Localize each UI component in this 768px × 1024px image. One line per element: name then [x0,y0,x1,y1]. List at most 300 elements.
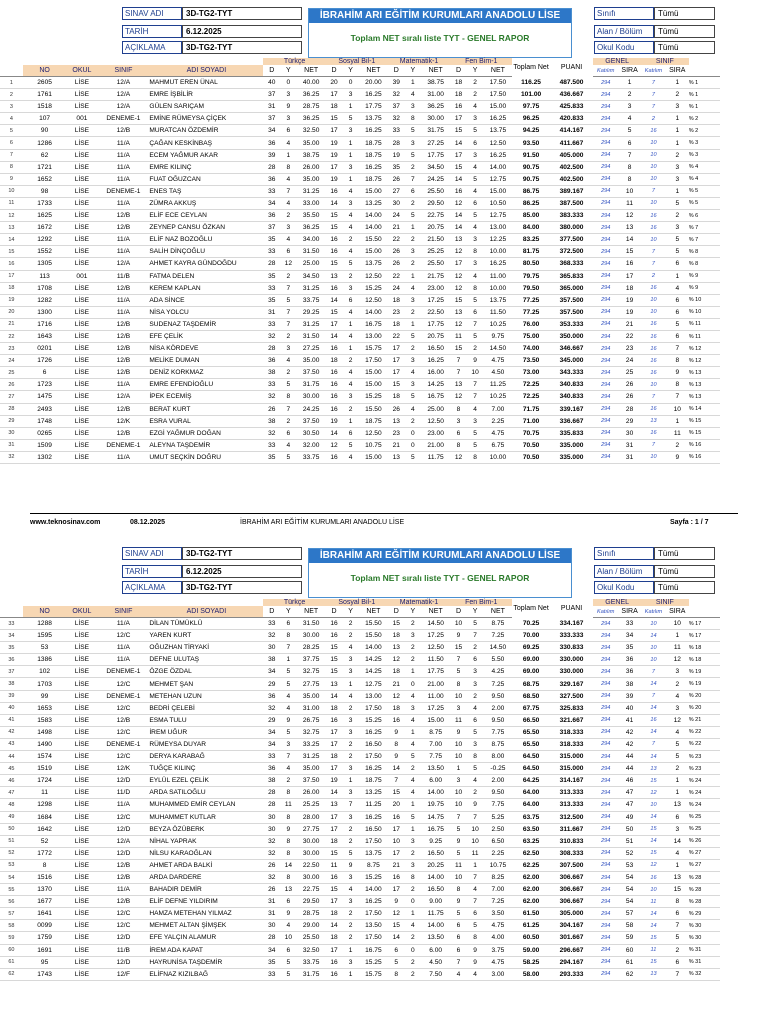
score: 305.000 [550,908,594,920]
row-index: 11 [0,197,23,209]
student-name: DEFNE ULUTAŞ [149,654,263,666]
turkce-net: 30.50 [297,427,326,439]
class: 12/B [97,222,149,234]
sinif-rank: 4 [666,282,689,294]
score-header: PUANI [560,604,583,612]
genel-katilim: 294 [593,920,618,932]
turkce-d: 34 [263,666,280,678]
sosyal-y: 5 [342,258,359,270]
fen-d: 10 [450,690,467,702]
sosyal-y: 2 [342,932,359,944]
sosyal-d: 18 [326,932,343,944]
fen-y: 4 [467,101,484,113]
table-row [0,871,720,883]
turkce-net: 28.00 [297,811,326,823]
sosyal-d: 17 [326,125,343,137]
mat-d: 18 [388,294,405,306]
score: 335.000 [550,439,594,451]
percentile: % 13 [689,391,720,403]
fen-d: 5 [450,908,467,920]
fen-net: 7.25 [483,630,512,642]
student-no: 1519 [23,763,67,775]
sosyal-net: 16.25 [359,763,388,775]
mat-d: 9 [388,751,405,763]
turkce-y: 4 [280,197,297,209]
genel-rank: 33 [618,618,641,630]
sinif-katilim: 13 [641,763,666,775]
sosyal-y: 1 [342,343,359,355]
score: 340.833 [550,379,594,391]
student-name: AHMET KAYRA GÜNDOĞDU [149,258,263,270]
fen-y: 5 [467,763,484,775]
footer-school: İBRAHİM ARI EĞİTİM KURUMLARI ANADOLU LİSE [240,519,405,526]
mat-y: 3 [405,246,422,258]
genel-rank: 58 [618,920,641,932]
student-name: MAHMUT EREN ÜNAL [149,77,263,89]
turkce-y: 8 [280,871,297,883]
turkce-d: 26 [263,403,280,415]
sosyal-net: 15.25 [359,391,388,403]
percentile: % 17 [689,618,720,630]
turkce-d: 28 [263,799,280,811]
turkce-net: 32.50 [297,125,326,137]
mat-y: 1 [405,222,422,234]
sosyal-y: 2 [342,630,359,642]
sosyal-net: 15.50 [359,234,388,246]
genel-rank: 51 [618,835,641,847]
mat-d: 18 [388,666,405,678]
sinif-header: SINIF [97,65,149,77]
sosyal-d: 16 [326,367,343,379]
turkce-d: 35 [263,270,280,282]
mat-d: 18 [388,391,405,403]
total-net: 90.75 [512,161,549,173]
page-footer [30,519,750,529]
fen-d: 8 [450,678,467,690]
turkce-d: 38 [263,775,280,787]
mat-net: 22.50 [421,306,450,318]
genel-katilim: 294 [593,799,618,811]
fen-net: 4.75 [483,427,512,439]
percentile: % 1 [689,101,720,113]
row-index: 17 [0,270,23,282]
fen-net: 10.00 [483,282,512,294]
sosyal-y: 1 [342,137,359,149]
sosyal-d: 16 [326,246,343,258]
class: DENEME-1 [97,738,149,750]
fen-y: 3 [467,113,484,125]
sosyal-y: 3 [342,89,359,101]
genel-katilim: 294 [593,714,618,726]
row-index: 60 [0,944,23,956]
score: 346.667 [550,343,594,355]
sosyal-d: 14 [326,690,343,702]
d-header: D [450,606,467,618]
sosyal-net: 16.25 [359,726,388,738]
table-row [0,403,720,415]
sosyal-net: 13.25 [359,787,388,799]
row-index: 3 [0,101,23,113]
row-index: 56 [0,896,23,908]
genel-katilim: 294 [593,666,618,678]
total-net: 61.25 [512,920,549,932]
fen-y: 6 [467,137,484,149]
total-net: 70.00 [512,630,549,642]
turkce-y: 3 [280,89,297,101]
turkce-d: 29 [263,714,280,726]
percentile: % 9 [689,282,720,294]
sosyal-d: 16 [326,956,343,968]
mat-d: 30 [388,197,405,209]
genel-rank: 5 [618,125,641,137]
turkce-d: 28 [263,787,280,799]
score: 325.833 [550,702,594,714]
turkce-d: 31 [263,896,280,908]
school: LİSE [66,896,97,908]
sosyal-y: 3 [342,896,359,908]
sosyal-net: 12.50 [359,270,388,282]
mat-d: 28 [388,137,405,149]
mat-y: 3 [405,101,422,113]
school: LİSE [66,908,97,920]
score: 487.500 [550,77,594,89]
fen-d: 12 [450,270,467,282]
turkce-y: 2 [280,775,297,787]
school: LİSE [66,847,97,859]
sosyal-net: 15.25 [359,956,388,968]
mat-net: 14.00 [421,920,450,932]
sinif-katilim: 7 [641,666,666,678]
score: 336.667 [550,415,594,427]
sosyal-d: 17 [326,823,343,835]
sinif-katilim: 10 [641,161,666,173]
student-no: 99 [23,690,67,702]
sinif-rank: 4 [666,847,689,859]
fen-net: 2.00 [483,702,512,714]
table-row [0,811,720,823]
fen-y: 5 [467,439,484,451]
report-header-1 [0,5,768,57]
mat-y: 2 [405,956,422,968]
sinif-header: SINIF [97,606,149,618]
group-fen: Fen Bim-1 [450,599,512,606]
class: 12/B [97,427,149,439]
mat-y: 2 [405,654,422,666]
fen-y: 4 [467,161,484,173]
fen-d: 11 [450,330,467,342]
sosyal-d: 19 [326,173,343,185]
table-row [0,318,720,330]
sosyal-net: 16.75 [359,318,388,330]
total-net: 69.00 [512,654,549,666]
mat-y: 5 [405,125,422,137]
sinif-rank: 3 [666,823,689,835]
mat-net: 27.25 [421,137,450,149]
net-header: NET [297,65,326,77]
class: DENEME-1 [97,690,149,702]
sosyal-y: 4 [342,451,359,463]
genel-rank: 14 [618,234,641,246]
sosyal-d: 16 [326,968,343,980]
sosyal-y: 1 [342,968,359,980]
sosyal-y: 2 [342,908,359,920]
desc-label: AÇIKLAMA [122,41,182,54]
percentile: % 7 [689,222,720,234]
genel-katilim: 294 [593,403,618,415]
school: LİSE [66,944,97,956]
group-genel: GENEL [593,599,641,606]
row-index: 51 [0,835,23,847]
turkce-y: 1 [280,654,297,666]
student-no: 1643 [23,330,67,342]
turkce-net: 25.25 [297,799,326,811]
mat-y: 4 [405,775,422,787]
turkce-net: 22.75 [297,884,326,896]
score: 308.333 [550,847,594,859]
mat-net: 21.75 [421,270,450,282]
fen-net: 3.50 [483,908,512,920]
class: 12/K [97,415,149,427]
score: 314.167 [550,775,594,787]
sinif-rank: 7 [666,920,689,932]
total-net: 62.00 [512,871,549,883]
school: LİSE [66,197,97,209]
student-no: 1475 [23,391,67,403]
student-no: 1733 [23,197,67,209]
genel-katilim: 294 [593,439,618,451]
percentile: % 16 [689,451,720,463]
percentile: % 11 [689,330,720,342]
total-net: 83.25 [512,234,549,246]
mat-d: 26 [388,403,405,415]
sosyal-net: 15.75 [359,343,388,355]
sosyal-net: 18.75 [359,149,388,161]
fen-y: 9 [467,799,484,811]
score: 301.667 [550,932,594,944]
class: 12/C [97,678,149,690]
student-name: ADA SİNCE [149,294,263,306]
sosyal-y: 2 [342,234,359,246]
fen-y: 7 [467,811,484,823]
footer-date: 08.12.2025 [130,519,166,526]
school: LİSE [66,787,97,799]
turkce-d: 32 [263,330,280,342]
table-row [0,161,720,173]
total-net: 64.50 [512,763,549,775]
fen-net: 14.00 [483,161,512,173]
genel-rank: 3 [618,101,641,113]
table-row [0,173,720,185]
school: LİSE [66,956,97,968]
sinif-rank: 6 [666,330,689,342]
sosyal-y: 3 [342,197,359,209]
fen-y: 6 [467,306,484,318]
mat-y: 3 [405,137,422,149]
sosyal-d: 16 [326,282,343,294]
fen-y: 2 [467,343,484,355]
fen-net: 9.50 [483,787,512,799]
turkce-y: 2 [280,330,297,342]
sosyal-y: 0 [342,77,359,89]
turkce-y: 9 [280,823,297,835]
score: 420.833 [550,113,594,125]
mat-d: 21 [388,439,405,451]
mat-net: 29.50 [421,197,450,209]
sinif-katilim: 14 [641,908,666,920]
sosyal-d: 14 [326,294,343,306]
table-row [0,618,720,630]
score: 436.667 [550,89,594,101]
fen-net: 15.00 [483,101,512,113]
school: LİSE [66,173,97,185]
mat-y: 2 [405,343,422,355]
school: LİSE [66,282,97,294]
fen-net: 12.50 [483,137,512,149]
mat-d: 17 [388,367,405,379]
sinif-katilim: 11 [641,896,666,908]
sosyal-net: 13.25 [359,197,388,209]
table-row [0,714,720,726]
total-net: 66.50 [512,714,549,726]
student-name: DENİZ KORKMAZ [149,367,263,379]
percentile: % 13 [689,379,720,391]
row-index: 57 [0,908,23,920]
genel-katilim: 294 [593,161,618,173]
total-net: 72.25 [512,391,549,403]
sinif-katilim: 14 [641,751,666,763]
school: LİSE [66,763,97,775]
row-index: 13 [0,222,23,234]
class: 12/C [97,811,149,823]
score: 357.500 [550,294,594,306]
turkce-net: 36.25 [297,113,326,125]
mat-net: 17.75 [421,318,450,330]
sinif-katilim: 10 [641,799,666,811]
genel-rank: 11 [618,197,641,209]
school: LİSE [66,666,97,678]
student-name: EMRE EFENDİOĞLU [149,379,263,391]
genel-katilim: 294 [593,343,618,355]
row-index: 38 [0,678,23,690]
turkce-y: 13 [280,884,297,896]
mat-d: 17 [388,847,405,859]
fen-d: 15 [450,125,467,137]
sosyal-net: 12.50 [359,427,388,439]
fen-y: 5 [467,920,484,932]
sosyal-y: 3 [342,726,359,738]
fen-net: 4.75 [483,355,512,367]
sosyal-y: 2 [342,270,359,282]
percentile: % 23 [689,751,720,763]
sosyal-d: 13 [326,270,343,282]
school: LİSE [66,642,97,654]
score: 318.333 [550,738,594,750]
sosyal-net: 13.00 [359,330,388,342]
sosyal-net: 14.00 [359,642,388,654]
student-no: 1490 [23,738,67,750]
fen-d: 6 [450,944,467,956]
sosyal-net: 15.50 [359,630,388,642]
mat-d: 15 [388,379,405,391]
sosyal-y: 3 [342,282,359,294]
score: 315.000 [550,751,594,763]
school: LİSE [66,835,97,847]
mat-net: 11.00 [421,690,450,702]
table-row [0,282,720,294]
mat-net: 23.00 [421,282,450,294]
student-name: FATMA DELEN [149,270,263,282]
footer-site: www.teknosinav.com [30,519,101,526]
sinif-rank: 10 [666,403,689,415]
fen-d: 15 [450,642,467,654]
table-row [0,726,720,738]
mat-net: 9.00 [421,896,450,908]
mat-y: 2 [405,763,422,775]
mat-net: 16.25 [421,355,450,367]
score: 389.167 [550,185,594,197]
mat-y: 4 [405,787,422,799]
report-subtitle: Toplam NET sıralı liste TYT - GENEL RAPOR [350,573,530,583]
fen-y: 6 [467,197,484,209]
mat-y: 4 [405,367,422,379]
turkce-net: 27.75 [297,678,326,690]
sosyal-y: 3 [342,714,359,726]
total-net: 70.75 [512,427,549,439]
turkce-y: 8 [280,787,297,799]
mat-y: 3 [405,835,422,847]
turkce-y: 4 [280,763,297,775]
turkce-net: 29.50 [297,896,326,908]
sinif-katilim: 15 [641,847,666,859]
student-no: 0265 [23,427,67,439]
sosyal-d: 16 [326,185,343,197]
total-net: 93.50 [512,137,549,149]
fen-y: 7 [467,896,484,908]
genel-rank: 54 [618,871,641,883]
sosyal-net: 10.75 [359,439,388,451]
class: 12/A [97,89,149,101]
total-net: 80.50 [512,258,549,270]
percentile: % 24 [689,775,720,787]
sosyal-d: 19 [326,137,343,149]
sosyal-y: 1 [342,415,359,427]
sosyal-net: 15.00 [359,246,388,258]
school: LİSE [66,234,97,246]
fen-y: 7 [467,391,484,403]
sira-header: SIRA [618,606,641,618]
genel-rank: 40 [618,702,641,714]
mat-net: 16.00 [421,367,450,379]
table-row [0,775,720,787]
total-net: 64.25 [512,775,549,787]
genel-katilim: 294 [593,738,618,750]
sosyal-y: 2 [342,738,359,750]
mat-y: 5 [405,451,422,463]
turkce-y: 5 [280,678,297,690]
school: LİSE [66,125,97,137]
turkce-net: 28.75 [297,101,326,113]
row-index: 27 [0,391,23,403]
fen-d: 15 [450,294,467,306]
sinif-rank: 14 [666,835,689,847]
sinif-katilim: 16 [641,343,666,355]
student-no: 1748 [23,415,67,427]
sosyal-d: 19 [326,775,343,787]
mat-y: 1 [405,823,422,835]
sosyal-net: 18.75 [359,137,388,149]
total-net: 67.75 [512,702,549,714]
score: 340.833 [550,391,594,403]
